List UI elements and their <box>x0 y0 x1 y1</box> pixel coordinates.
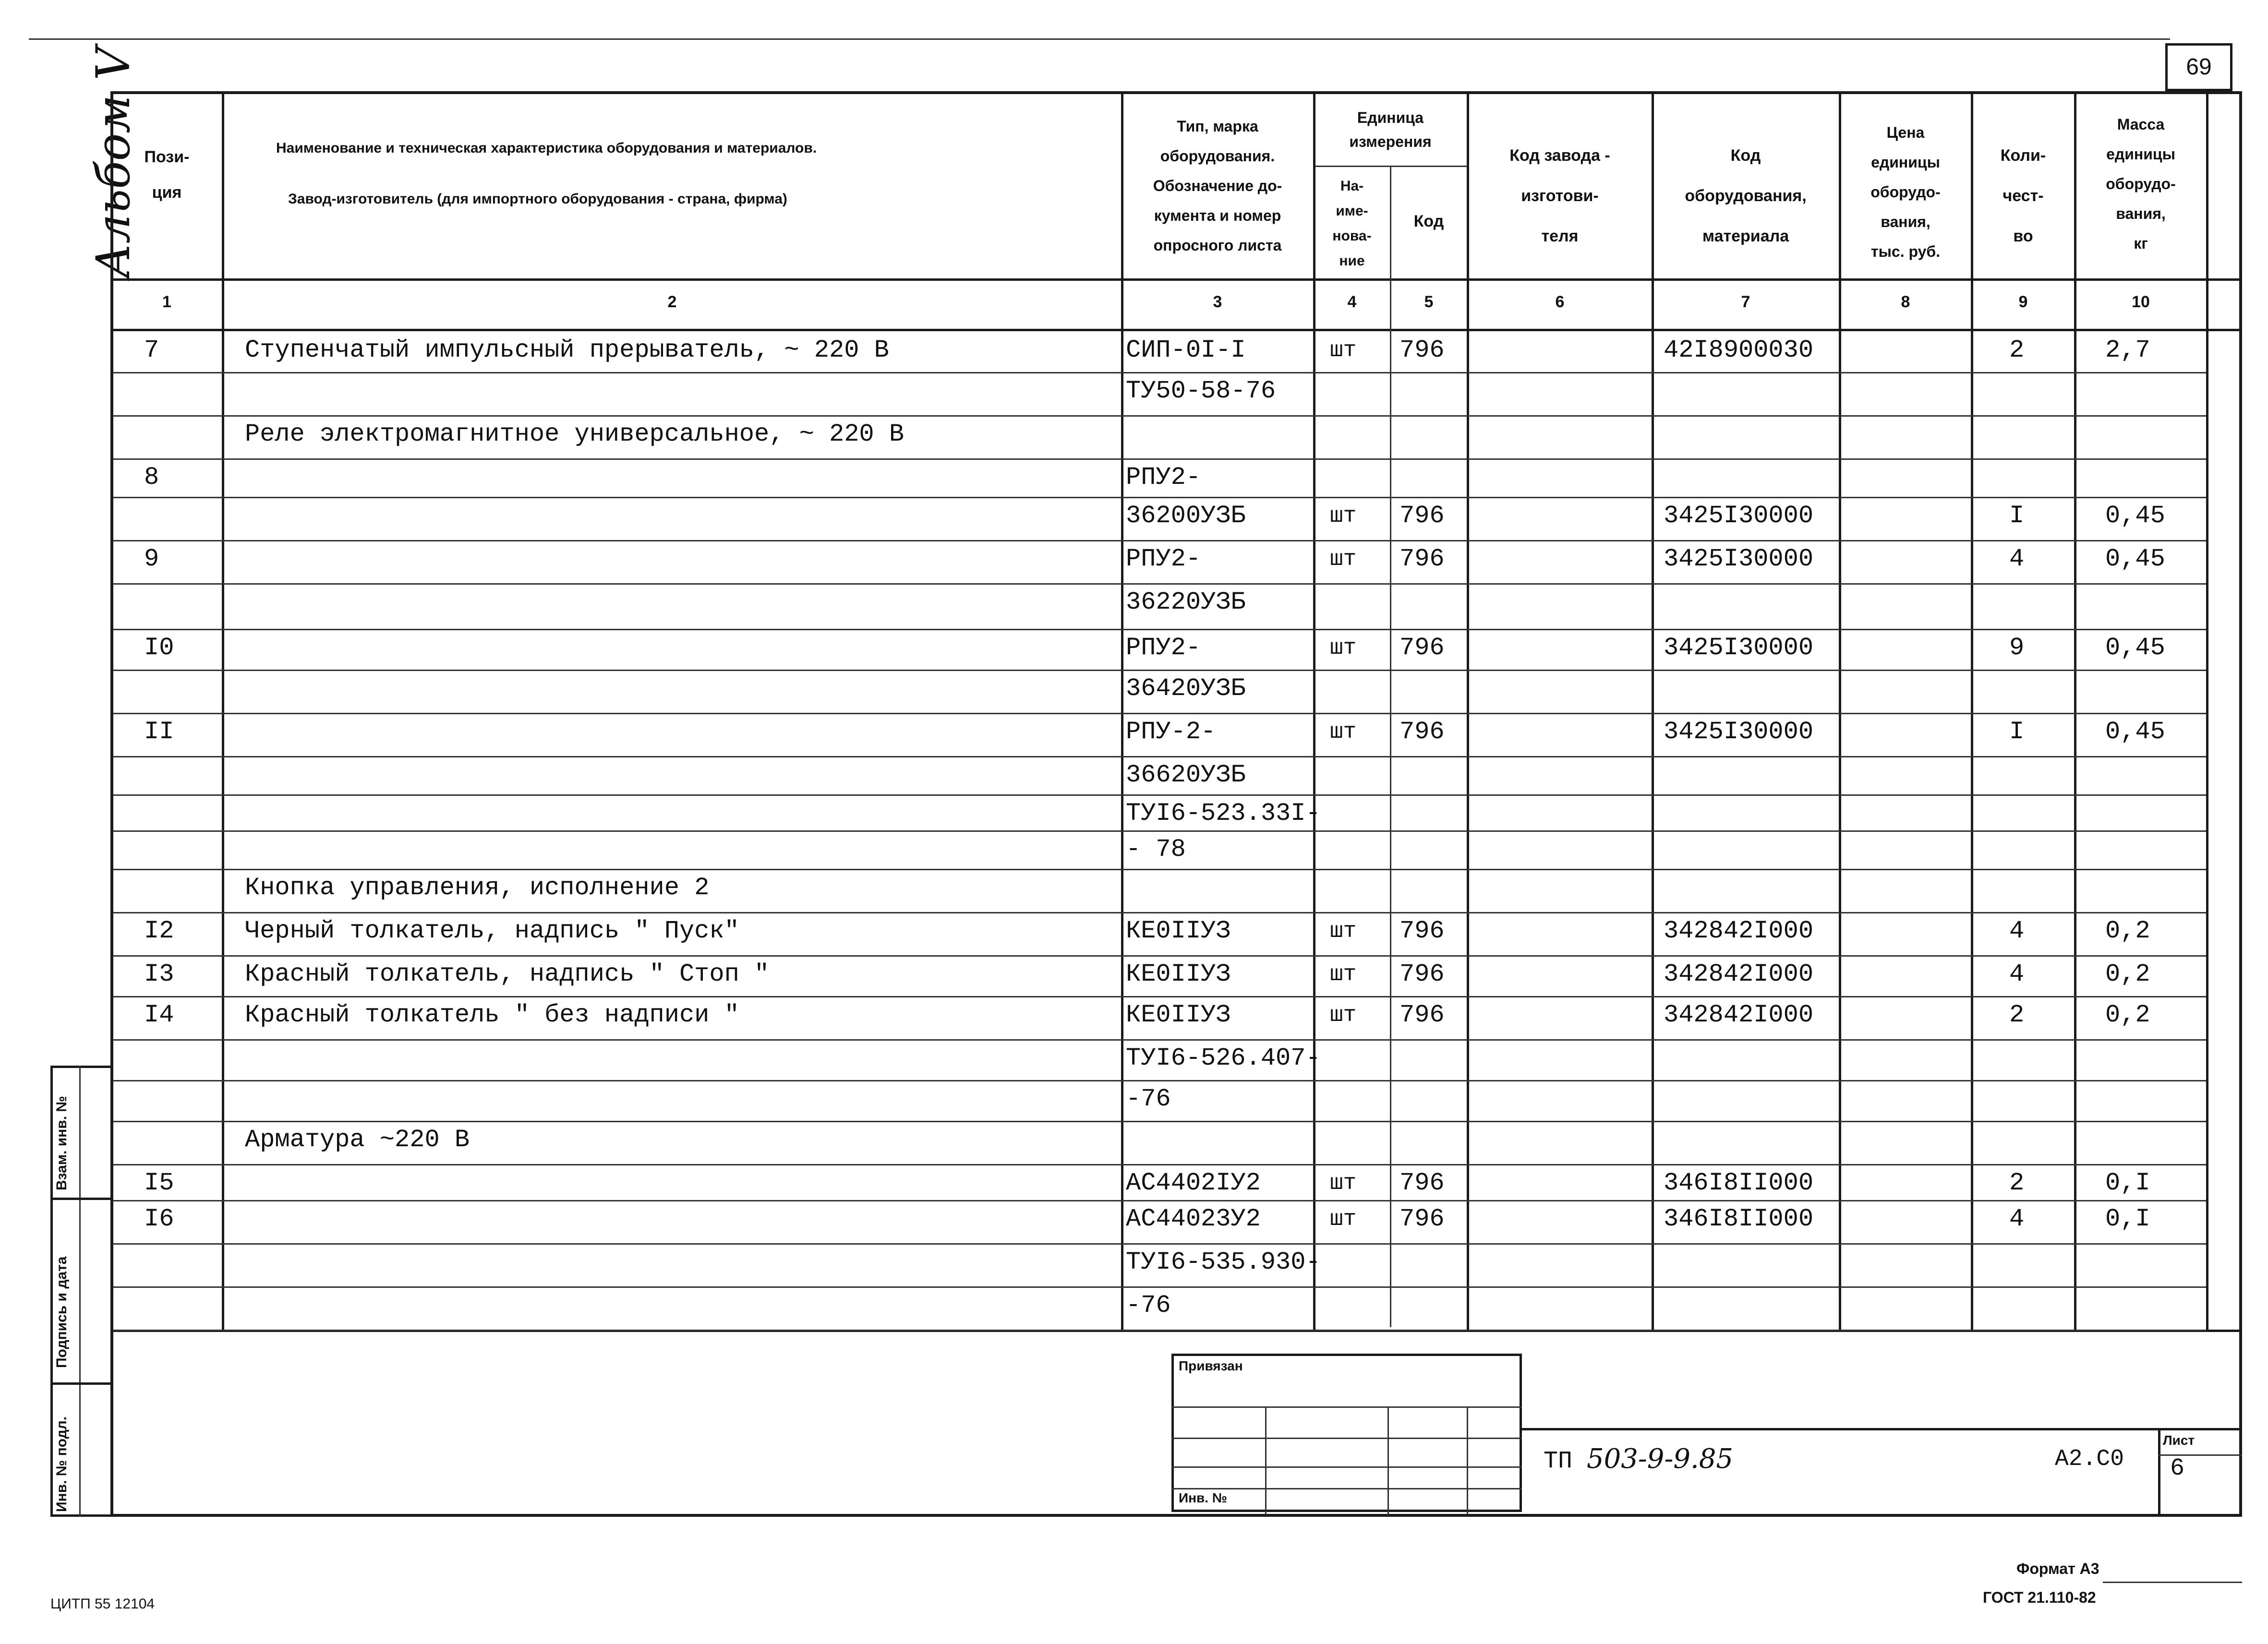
row-line <box>113 1039 2206 1041</box>
cell-unit: шт <box>1330 338 1357 363</box>
header-col2-line2: Завод-изготовитель (для импортного оборудования - страна, фирма) <box>288 191 787 207</box>
row-line <box>113 756 2206 757</box>
doc-code: ТП <box>1544 1448 1573 1475</box>
cell-pos: I0 <box>144 634 174 662</box>
cell-mass: 0,45 <box>2105 545 2165 573</box>
inv-no-label: Инв. № <box>1179 1490 1228 1505</box>
col-sep-1 <box>222 91 224 1330</box>
row-line <box>113 372 2206 373</box>
row-line <box>113 415 2206 417</box>
album-label: Альбом V <box>86 47 140 278</box>
cell-mass: 0,2 <box>2105 1001 2150 1029</box>
cell-code: 796 <box>1399 336 1445 364</box>
cell-qty: I <box>2009 718 2025 746</box>
cell-mass: 0,I <box>2105 1205 2150 1233</box>
cell-unit: шт <box>1330 1003 1357 1028</box>
stamp-line-1 <box>1171 1406 1522 1408</box>
cell-type: ТУI6-535.930- <box>1126 1248 1321 1276</box>
cell-pos: I4 <box>144 1001 174 1029</box>
cell-code: 796 <box>1399 917 1445 945</box>
col-sep-9 <box>2074 91 2076 1330</box>
top-rule <box>29 38 2170 40</box>
header-col6: Код завода - изготови- теля <box>1509 146 1610 245</box>
row-line <box>113 996 2206 997</box>
col-sep-5 <box>1467 91 1469 1330</box>
cell-mass: 0,45 <box>2105 634 2165 662</box>
col-sep-6 <box>1652 91 1654 1330</box>
cell-type: РПУ2- <box>1126 545 1201 573</box>
cell-qty: 2 <box>2009 1169 2025 1197</box>
cell-type: 36200УЗБ <box>1126 502 1246 530</box>
cell-code: 796 <box>1399 718 1445 746</box>
colnum-5: 5 <box>1424 293 1434 311</box>
cell-equip-code: 342842I000 <box>1664 960 1814 988</box>
cell-type: - 78 <box>1126 835 1186 864</box>
col-sep-7 <box>1839 91 1841 1330</box>
cell-mass: 0,2 <box>2105 917 2150 945</box>
cell-unit: шт <box>1330 504 1357 528</box>
cell-equip-code: 346I8II000 <box>1664 1169 1814 1197</box>
cell-code: 796 <box>1399 502 1445 530</box>
header-col7: Код оборудования, материала <box>1685 146 1807 245</box>
doc-number: 503-9-9.85 <box>1587 1443 1734 1475</box>
row-line <box>113 670 2206 671</box>
row-line <box>113 830 2206 832</box>
cell-pos: I2 <box>144 917 174 945</box>
cell-name: Ступенчатый импульсный прерыватель, ~ 220 В <box>245 336 889 364</box>
cell-code: 796 <box>1399 1205 1445 1233</box>
colnum-2: 2 <box>667 293 677 311</box>
row-line <box>113 629 2206 630</box>
colnum-7: 7 <box>1741 293 1750 311</box>
cell-pos: 9 <box>144 545 159 573</box>
row-line <box>113 955 2206 957</box>
cell-type: РПУ-2- <box>1126 718 1216 746</box>
cell-name: Черный толкатель, надпись " Пуск" <box>245 917 739 945</box>
footer-left: ЦИТП 55 12104 <box>50 1596 155 1612</box>
cell-equip-code: 3425I30000 <box>1664 718 1814 746</box>
cell-type: РПУ2- <box>1126 634 1201 662</box>
cell-type: РПУ2- <box>1126 463 1201 492</box>
cell-qty: I <box>2009 502 2025 530</box>
header-col9: Коли- чест- во <box>2000 146 2046 245</box>
cell-code: 796 <box>1399 960 1445 988</box>
doc-mark: А2.С0 <box>2055 1446 2124 1472</box>
cell-name: Красный толкатель, надпись " Стоп " <box>245 960 770 988</box>
cell-qty: 9 <box>2009 634 2025 662</box>
row-line <box>113 1080 2206 1081</box>
row-line <box>113 540 2206 541</box>
stamp-vline-3 <box>1467 1406 1468 1514</box>
cell-type: 36420УЗБ <box>1126 674 1246 703</box>
row-line <box>113 713 2206 714</box>
row-line <box>113 1121 2206 1122</box>
cell-qty: 2 <box>2009 1001 2025 1029</box>
cell-mass: 0,2 <box>2105 960 2150 988</box>
colnum-bottom-line <box>110 329 2242 331</box>
cell-type: ТУI6-526.407- <box>1126 1044 1321 1072</box>
cell-code: 796 <box>1399 1169 1445 1197</box>
colnum-10: 10 <box>2132 293 2150 311</box>
row-line <box>113 869 2206 870</box>
cell-equip-code: 342842I000 <box>1664 1001 1814 1029</box>
footer-format: Формат А3 <box>2016 1560 2099 1577</box>
side-stamp-divider <box>79 1066 81 1517</box>
cell-type: -76 <box>1126 1291 1171 1320</box>
cell-qty: 4 <box>2009 545 2025 573</box>
row-line <box>113 458 2206 460</box>
stamp-vline-2 <box>1387 1406 1389 1514</box>
cell-code: 796 <box>1399 1001 1445 1029</box>
cell-mass: 0,I <box>2105 1169 2150 1197</box>
cell-name: Красный толкатель " без надписи " <box>245 1001 739 1029</box>
row-line <box>113 1243 2206 1245</box>
header-col2-line1: Наименование и техническая характеристика оборудования и материалов. <box>276 140 817 156</box>
cell-type: 36220УЗБ <box>1126 588 1246 616</box>
cell-code: 796 <box>1399 634 1445 662</box>
cell-equip-code: 342842I000 <box>1664 917 1814 945</box>
cell-equip-code: 346I8II000 <box>1664 1205 1814 1233</box>
cell-unit: шт <box>1330 1171 1357 1196</box>
cell-type: ТУ50-58-76 <box>1126 377 1276 405</box>
sheet-label: Лист <box>2163 1433 2195 1448</box>
cell-mass: 0,45 <box>2105 718 2165 746</box>
colnum-3: 3 <box>1213 293 1222 311</box>
row-line <box>113 1164 2206 1165</box>
cell-unit: шт <box>1330 962 1357 987</box>
side-label-inv-podl: Инв. № подл. <box>54 1416 70 1512</box>
cell-type: КЕ0IIУЗ <box>1126 960 1231 988</box>
row-line <box>113 1286 2206 1288</box>
cell-name: Арматура ~220 В <box>245 1126 470 1154</box>
header-col1: Пози- ция <box>144 148 190 202</box>
cell-unit: шт <box>1330 547 1357 572</box>
col-sep-8 <box>1971 91 1973 1330</box>
side-line-2 <box>50 1382 113 1385</box>
cell-qty: 4 <box>2009 960 2025 988</box>
cell-unit: шт <box>1330 636 1357 660</box>
cell-qty: 4 <box>2009 1205 2025 1233</box>
sheet-box-left <box>2158 1428 2160 1517</box>
row-line <box>113 1200 2206 1201</box>
cell-equip-code: 3425I30000 <box>1664 545 1814 573</box>
colnum-8: 8 <box>1901 293 1910 311</box>
cell-pos: 7 <box>144 336 159 364</box>
cell-type: КЕ0IIУЗ <box>1126 917 1231 945</box>
row-line <box>113 1330 2206 1331</box>
header-col8: Цена единицы оборудо- вания, тыс. руб. <box>1870 124 1941 260</box>
header-col3: Тип, марка оборудования. Обозначение до- кумента и номер опросного листа <box>1153 118 1282 254</box>
cell-name: Кнопка управления, исполнение 2 <box>245 874 710 902</box>
colnum-6: 6 <box>1555 293 1565 311</box>
privyazan-label: Привязан <box>1179 1358 1243 1373</box>
cell-pos: 8 <box>144 463 159 492</box>
cell-mass: 2,7 <box>2105 336 2150 364</box>
cell-type: ТУI6-523.33I- <box>1126 799 1321 828</box>
cell-equip-code: 3425I30000 <box>1664 634 1814 662</box>
cell-unit: шт <box>1330 720 1357 744</box>
cell-type: СИП-0I-I <box>1126 336 1246 364</box>
row-line <box>113 912 2206 913</box>
cell-pos: I5 <box>144 1169 174 1197</box>
cell-name: Реле электромагнитное универсальное, ~ 220 В <box>245 420 905 448</box>
col-sep-2 <box>1121 91 1123 1330</box>
header-col10: Масса единицы оборудо- вания, кг <box>2106 116 2176 252</box>
col-sep-4 <box>1390 166 1391 1327</box>
cell-equip-code: 3425I30000 <box>1664 502 1814 530</box>
row-line <box>113 497 2206 498</box>
row-line <box>113 794 2206 796</box>
header-col5: Код <box>1413 212 1444 230</box>
header-bottom-line <box>110 278 2242 281</box>
row-line <box>113 583 2206 585</box>
cell-pos: I3 <box>144 960 174 988</box>
footer-rule <box>2103 1582 2242 1583</box>
cell-type: АС44023У2 <box>1126 1205 1261 1233</box>
stamp-line-3 <box>1171 1466 1522 1468</box>
title-block-top-line <box>1522 1428 2242 1430</box>
sheet-number: 6 <box>2170 1455 2185 1482</box>
cell-mass: 0,45 <box>2105 502 2165 530</box>
stamp-line-2 <box>1171 1438 1522 1439</box>
cell-pos: II <box>144 718 174 746</box>
colnum-1: 1 <box>162 293 171 311</box>
cell-type: 36620УЗБ <box>1126 761 1246 789</box>
page-number-box <box>2165 43 2232 91</box>
cell-qty: 2 <box>2009 336 2025 364</box>
cell-type: -76 <box>1126 1085 1171 1113</box>
colnum-9: 9 <box>2018 293 2028 311</box>
cell-code: 796 <box>1399 545 1445 573</box>
cell-equip-code: 42I8900030 <box>1664 336 1814 364</box>
col-sep-3 <box>1313 91 1315 1330</box>
stamp-line-4 <box>1171 1488 1522 1489</box>
colnum-4: 4 <box>1347 293 1357 311</box>
side-label-vzam: Взам. инв. № <box>54 1096 70 1190</box>
cell-type: АС4402IУ2 <box>1126 1169 1261 1197</box>
cell-qty: 4 <box>2009 917 2025 945</box>
header-col4: На- име- нова- ние <box>1332 178 1372 269</box>
stamp-vline-1 <box>1265 1406 1267 1514</box>
page-number: 69 <box>2186 54 2212 80</box>
col-sep-10 <box>2206 91 2208 1330</box>
cell-unit: шт <box>1330 1207 1357 1232</box>
side-label-podpis: Подпись и дата <box>54 1256 70 1368</box>
side-line-1 <box>50 1198 113 1200</box>
cell-type: КЕ0IIУЗ <box>1126 1001 1231 1029</box>
header-unit-group: Единица измерения <box>1349 109 1432 150</box>
footer-gost: ГОСТ 21.110-82 <box>1983 1589 2096 1606</box>
cell-pos: I6 <box>144 1205 174 1233</box>
cell-unit: шт <box>1330 919 1357 944</box>
